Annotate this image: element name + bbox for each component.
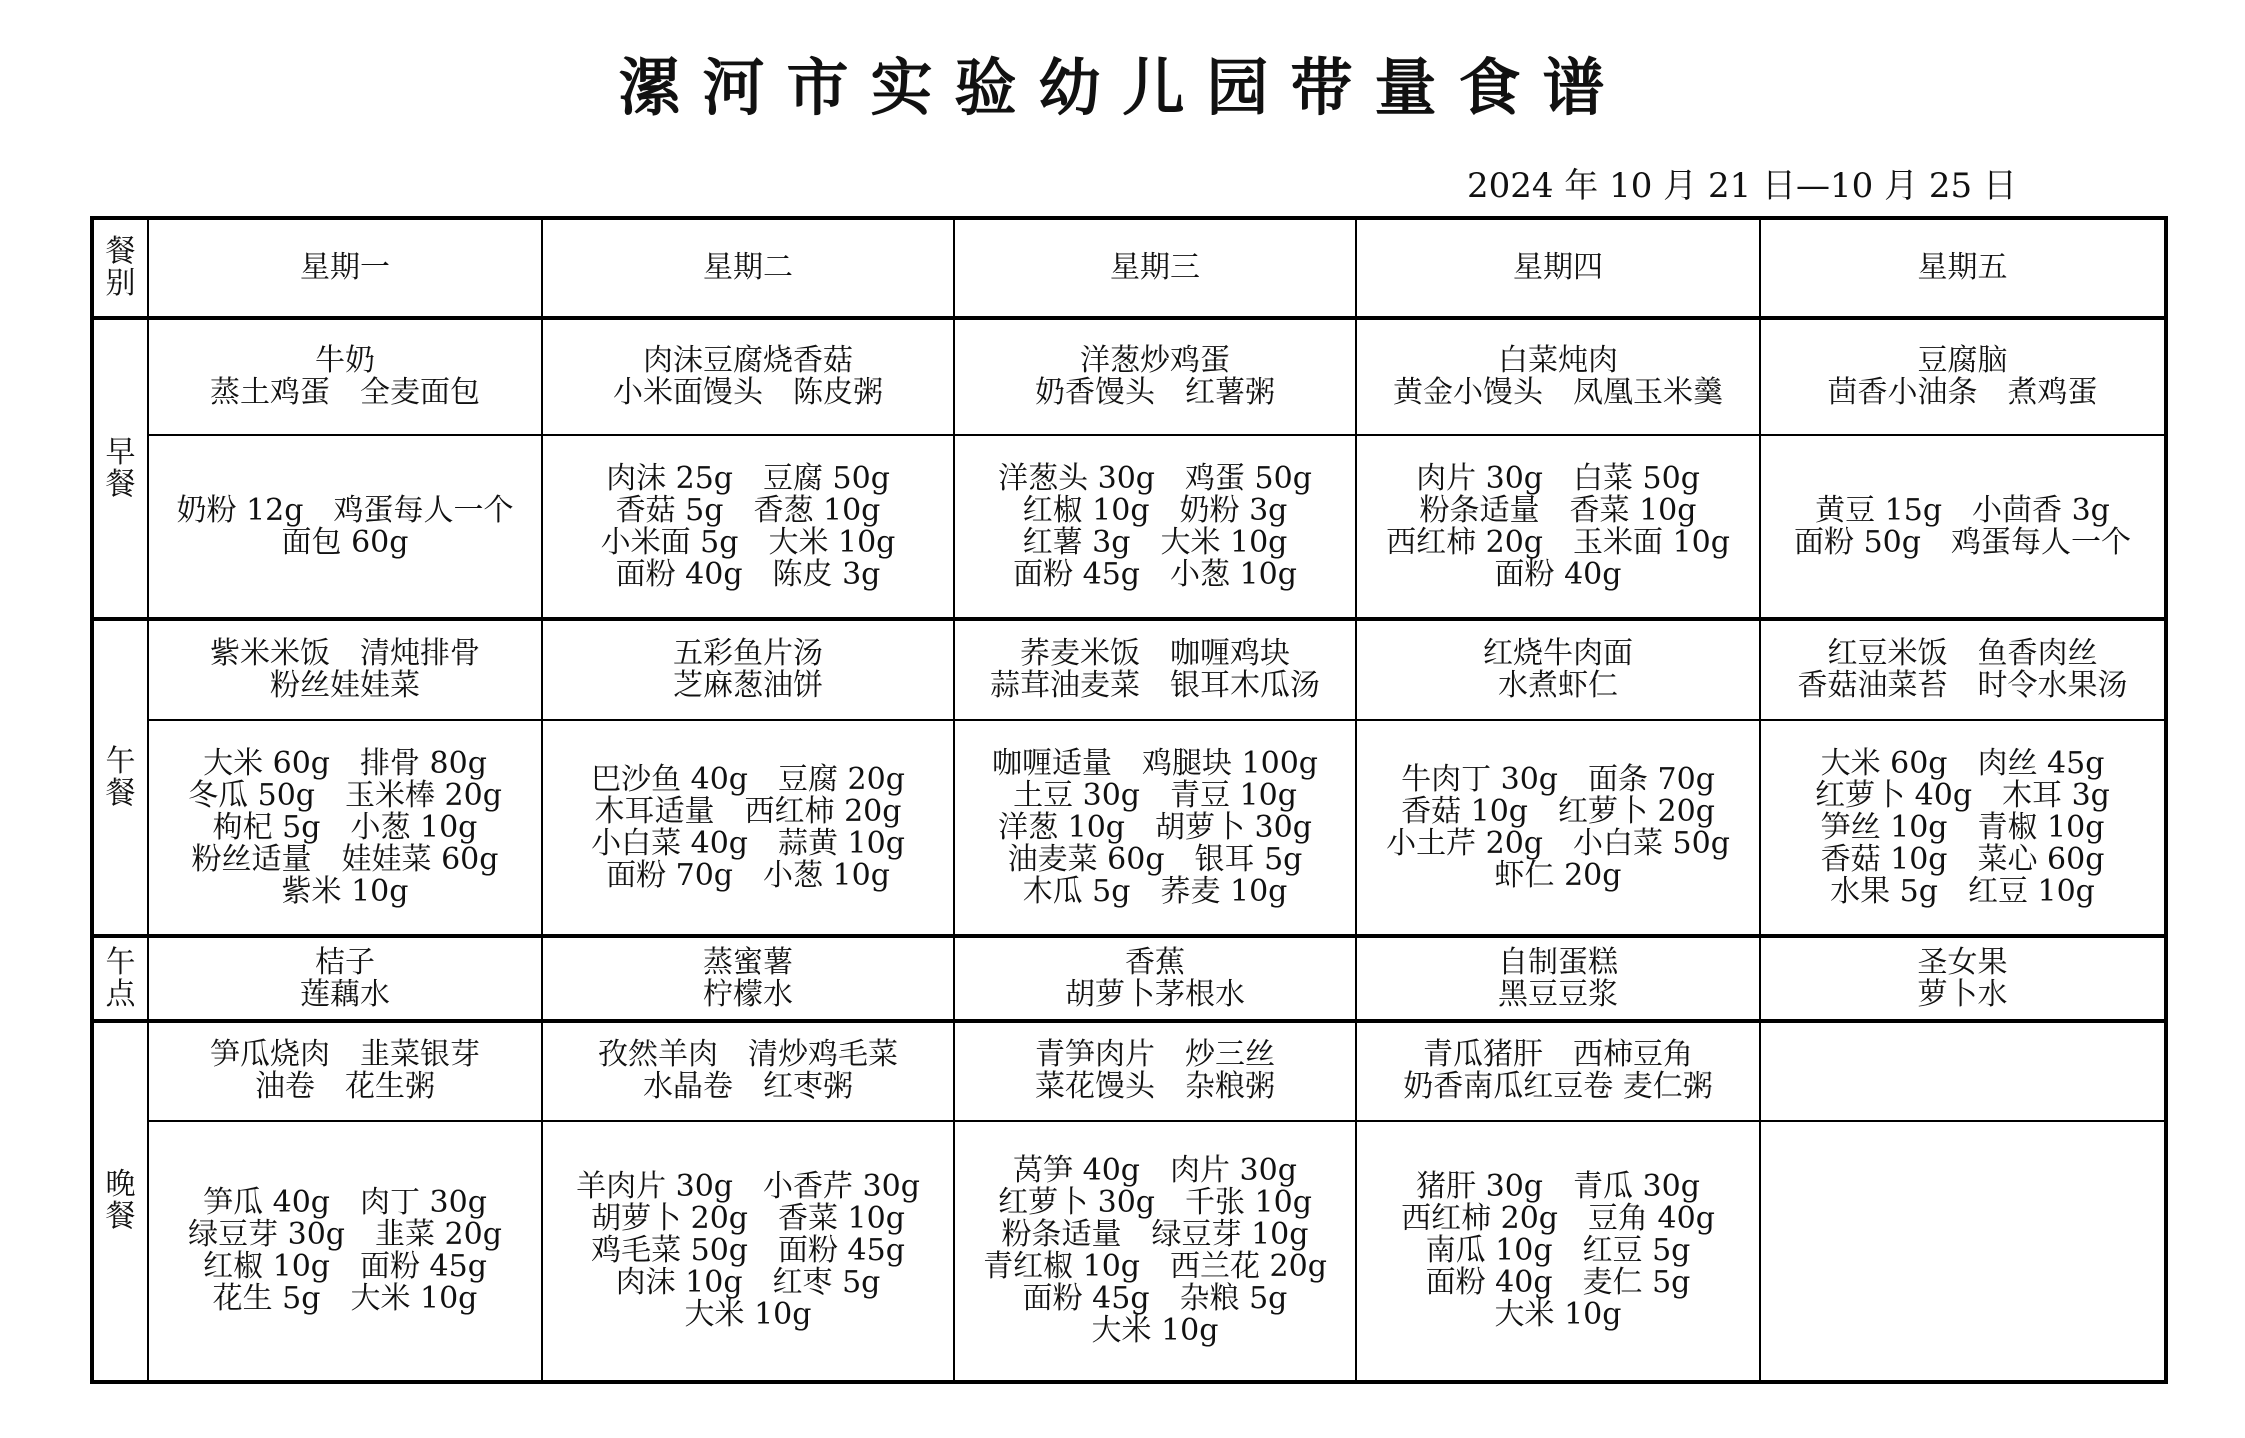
lunch-ingredients-tuesday <box>542 720 954 937</box>
ingredient-line: 青红椒 10g 西兰花 20g <box>983 1249 1327 1285</box>
dinner-ingredients-wednesday <box>954 1121 1356 1382</box>
ingredient-line: 土豆 30g 青豆 10g <box>1013 777 1297 813</box>
ingredient-line: 面粉 45g 小葱 10g <box>1013 556 1297 592</box>
ingredient-line: 奶粉 12g 鸡蛋每人一个 <box>176 492 514 528</box>
ingredient-line: 笋瓜 40g 肉丁 30g <box>203 1185 487 1221</box>
ingredient-line: 小白菜 40g 蒜黄 10g <box>591 825 905 861</box>
breakfast-dishes-row <box>92 318 2166 434</box>
dish-line: 笋瓜烧肉 韭菜银芽 <box>210 1037 480 1073</box>
ingredient-line: 鸡毛菜 50g 面粉 45g <box>591 1233 905 1269</box>
lunch-ingredients-row <box>92 720 2166 937</box>
breakfast-ingredients-row <box>92 435 2166 620</box>
dish-line: 芝麻葱油饼 <box>673 668 823 704</box>
lunch-dishes-row <box>92 619 2166 719</box>
ingredient-line: 莴笋 40g 肉片 30g <box>1013 1153 1297 1189</box>
dish-line: 圣女果 <box>1917 944 2008 980</box>
dish-line: 胡萝卜茅根水 <box>1065 976 1245 1012</box>
ingredient-line: 香菇 5g 香葱 10g <box>615 492 881 528</box>
ingredient-line: 小米面 5g 大米 10g <box>600 524 896 560</box>
dinner-ingredients-tuesday <box>542 1121 954 1382</box>
dish-line: 荞麦米饭 咖喱鸡块 <box>1020 636 1290 672</box>
meal-type-header: 餐 别 <box>92 218 148 318</box>
meal-label-lunch: 午 餐 <box>92 619 148 936</box>
day-header-monday: 星期一 <box>148 218 542 318</box>
ingredient-line: 木耳适量 西红柿 20g <box>594 793 902 829</box>
snack-dishes-wednesday <box>954 936 1356 1020</box>
meal-label-breakfast: 早 餐 <box>92 318 148 619</box>
dish-line: 蒜茸油麦菜 银耳木瓜汤 <box>990 668 1320 704</box>
dish-line: 菜花馒头 杂粮粥 <box>1035 1069 1275 1105</box>
lunch-dishes-tuesday <box>542 619 954 719</box>
dish-line: 豆腐脑 <box>1917 343 2008 379</box>
dinner-dishes-wednesday <box>954 1021 1356 1121</box>
dish-line: 肉沫豆腐烧香菇 <box>643 343 853 379</box>
header-row <box>92 218 2166 318</box>
ingredient-line: 胡萝卜 20g 香菜 10g <box>591 1201 905 1237</box>
meal-label-snack: 午 点 <box>92 936 148 1020</box>
lunch-dishes-friday <box>1760 619 2166 719</box>
dish-line: 水煮虾仁 <box>1498 668 1618 704</box>
ingredient-line: 红椒 10g 面粉 45g <box>203 1249 487 1285</box>
dinner-dishes-thursday <box>1356 1021 1760 1121</box>
ingredient-line: 木瓜 5g 荞麦 10g <box>1022 873 1288 909</box>
lunch-ingredients-monday <box>148 720 542 937</box>
lunch-ingredients-wednesday <box>954 720 1356 937</box>
dish-line: 奶香馒头 红薯粥 <box>1035 375 1275 411</box>
breakfast-ingredients-tuesday <box>542 435 954 620</box>
dish-line: 青瓜猪肝 西柿豆角 <box>1423 1037 1693 1073</box>
dinner-dishes-tuesday <box>542 1021 954 1121</box>
dinner-dishes-monday <box>148 1021 542 1121</box>
ingredient-line: 香菇 10g 红萝卜 20g <box>1401 793 1715 829</box>
ingredient-line: 大米 10g <box>1494 1297 1622 1333</box>
page-title: 漯河市实验幼儿园带量食谱 <box>618 51 1627 124</box>
ingredient-line: 小土芹 20g 小白菜 50g <box>1386 825 1730 861</box>
ingredient-line: 笋丝 10g 青椒 10g <box>1820 809 2105 845</box>
ingredient-line: 肉沫 10g 红枣 5g <box>615 1265 881 1301</box>
dinner-ingredients-monday <box>148 1121 542 1382</box>
lunch-ingredients-thursday <box>1356 720 1760 937</box>
dish-line: 奶香南瓜红豆卷 麦仁粥 <box>1403 1069 1713 1105</box>
dish-line: 白菜炖肉 <box>1498 343 1618 379</box>
day-header-wednesday: 星期三 <box>954 218 1356 318</box>
breakfast-dishes-thursday <box>1356 318 1760 434</box>
breakfast-ingredients-monday <box>148 435 542 620</box>
dish-line: 紫米米饭 清炖排骨 <box>210 636 480 672</box>
ingredient-line: 牛肉丁 30g 面条 70g <box>1401 761 1715 797</box>
ingredient-line: 面粉 45g 杂粮 5g <box>1022 1281 1288 1317</box>
dish-line: 蒸蜜薯 <box>703 944 793 980</box>
snack-dishes-tuesday <box>542 936 954 1020</box>
ingredient-line: 面粉 70g 小葱 10g <box>606 857 890 893</box>
dish-line: 萝卜水 <box>1917 976 2008 1012</box>
dinner-ingredients-friday <box>1760 1121 2166 1382</box>
ingredient-line: 面包 60g <box>281 524 409 560</box>
meal-label-dinner: 晚 餐 <box>92 1021 148 1382</box>
ingredient-line: 咖喱适量 鸡腿块 100g <box>991 745 1318 781</box>
snack-dishes-thursday <box>1356 936 1760 1020</box>
ingredient-line: 香菇 10g 菜心 60g <box>1820 841 2105 877</box>
ingredient-line: 油麦菜 60g 银耳 5g <box>1007 841 1303 877</box>
dinner-ingredients-thursday <box>1356 1121 1760 1382</box>
ingredient-line: 面粉 50g 鸡蛋每人一个 <box>1794 524 2131 560</box>
ingredient-line: 面粉 40g <box>1494 556 1622 592</box>
ingredient-line: 水果 5g 红豆 10g <box>1830 873 2095 909</box>
ingredient-line: 羊肉片 30g 小香芹 30g <box>576 1169 920 1205</box>
ingredient-line: 粉条适量 绿豆芽 10g <box>1001 1217 1309 1253</box>
snack-dishes-monday <box>148 936 542 1020</box>
dish-line: 红烧牛肉面 <box>1483 636 1633 672</box>
ingredient-line: 红薯 3g 大米 10g <box>1022 524 1288 560</box>
breakfast-ingredients-friday <box>1760 435 2166 620</box>
snack-dishes-friday <box>1760 936 2166 1020</box>
ingredient-line: 洋葱 10g 胡萝卜 30g <box>998 809 1312 845</box>
breakfast-ingredients-wednesday <box>954 435 1356 620</box>
dish-line: 孜然羊肉 清炒鸡毛菜 <box>598 1037 898 1073</box>
dish-line: 五彩鱼片汤 <box>673 636 823 672</box>
ingredient-line: 花生 5g 大米 10g <box>212 1281 478 1317</box>
dish-line: 莲藕水 <box>300 976 390 1012</box>
ingredient-line: 面粉 40g 麦仁 5g <box>1425 1265 1691 1301</box>
menu-table <box>90 216 2168 1384</box>
ingredient-line: 肉片 30g 白菜 50g <box>1416 460 1700 496</box>
dish-line: 洋葱炒鸡蛋 <box>1080 343 1230 379</box>
ingredient-line: 紫米 10g <box>281 873 409 909</box>
ingredient-line: 绿豆芽 30g 韭菜 20g <box>188 1217 502 1253</box>
ingredient-line: 巴沙鱼 40g 豆腐 20g <box>591 761 905 797</box>
breakfast-dishes-tuesday <box>542 318 954 434</box>
dish-line: 香菇油菜苔 时令水果汤 <box>1797 668 2128 704</box>
ingredient-line: 虾仁 20g <box>1494 857 1622 893</box>
ingredient-line: 西红柿 20g 豆角 40g <box>1401 1201 1715 1237</box>
dish-line: 柠檬水 <box>703 976 793 1012</box>
dish-line: 蒸土鸡蛋 全麦面包 <box>210 375 480 411</box>
dish-line: 香蕉 <box>1125 944 1185 980</box>
lunch-dishes-monday <box>148 619 542 719</box>
breakfast-dishes-friday <box>1760 318 2166 434</box>
dinner-dishes-friday <box>1760 1021 2166 1121</box>
dish-line: 桔子 <box>315 944 375 980</box>
breakfast-dishes-monday <box>148 318 542 434</box>
dish-line: 油卷 花生粥 <box>255 1069 435 1105</box>
day-header-friday: 星期五 <box>1760 218 2166 318</box>
ingredient-line: 南瓜 10g 红豆 5g <box>1425 1233 1691 1269</box>
dish-line: 红豆米饭 鱼香肉丝 <box>1827 636 2098 672</box>
breakfast-ingredients-thursday <box>1356 435 1760 620</box>
dish-line: 茴香小油条 煮鸡蛋 <box>1827 375 2098 411</box>
dinner-ingredients-row <box>92 1121 2166 1382</box>
ingredient-line: 冬瓜 50g 玉米棒 20g <box>188 777 502 813</box>
ingredient-line: 猪肝 30g 青瓜 30g <box>1416 1169 1700 1205</box>
lunch-dishes-thursday <box>1356 619 1760 719</box>
snack-dishes-row <box>92 936 2166 1020</box>
dish-line: 水晶卷 红枣粥 <box>643 1069 853 1105</box>
ingredient-line: 大米 10g <box>684 1297 812 1333</box>
ingredient-line: 大米 10g <box>1091 1313 1219 1349</box>
dish-line: 黑豆豆浆 <box>1498 976 1618 1012</box>
dish-line: 粉丝娃娃菜 <box>270 668 420 704</box>
ingredient-line: 洋葱头 30g 鸡蛋 50g <box>998 460 1312 496</box>
ingredient-line: 面粉 40g 陈皮 3g <box>615 556 881 592</box>
dish-line: 黄金小馒头 凤凰玉米羹 <box>1393 375 1723 411</box>
ingredient-line: 肉沫 25g 豆腐 50g <box>606 460 890 496</box>
ingredient-line: 粉丝适量 娃娃菜 60g <box>191 841 499 877</box>
ingredient-line: 大米 60g 肉丝 45g <box>1820 745 2105 781</box>
lunch-dishes-wednesday <box>954 619 1356 719</box>
ingredient-line: 枸杞 5g 小葱 10g <box>212 809 478 845</box>
ingredient-line: 粉条适量 香菜 10g <box>1419 492 1697 528</box>
ingredient-line: 黄豆 15g 小茴香 3g <box>1815 492 2110 528</box>
lunch-ingredients-friday <box>1760 720 2166 937</box>
ingredient-line: 红萝卜 40g 木耳 3g <box>1815 777 2110 813</box>
day-header-thursday: 星期四 <box>1356 218 1760 318</box>
breakfast-dishes-wednesday <box>954 318 1356 434</box>
dish-line: 小米面馒头 陈皮粥 <box>613 375 883 411</box>
dish-line: 自制蛋糕 <box>1498 944 1618 980</box>
ingredient-line: 红椒 10g 奶粉 3g <box>1022 492 1288 528</box>
ingredient-line: 红萝卜 30g 千张 10g <box>998 1185 1312 1221</box>
date-range: 2024 年 10 月 21 日—10 月 25 日 <box>1466 166 2017 206</box>
dish-line: 牛奶 <box>315 343 375 379</box>
ingredient-line: 西红柿 20g 玉米面 10g <box>1386 524 1730 560</box>
day-header-tuesday: 星期二 <box>542 218 954 318</box>
dinner-dishes-row <box>92 1021 2166 1121</box>
ingredient-line: 大米 60g 排骨 80g <box>203 745 487 781</box>
dish-line: 青笋肉片 炒三丝 <box>1035 1037 1275 1073</box>
